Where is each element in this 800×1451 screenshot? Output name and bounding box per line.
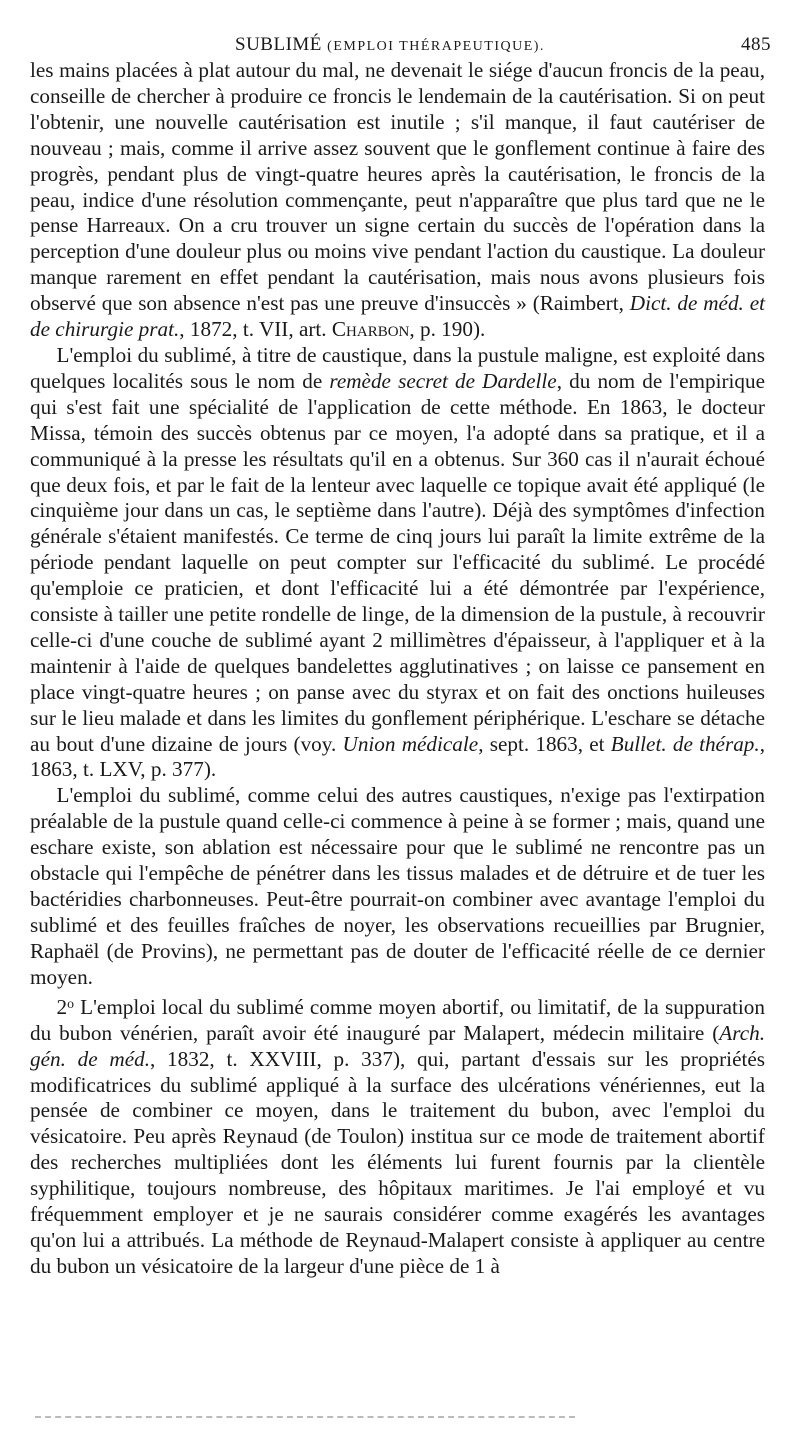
body-text	[30, 58, 765, 1280]
paragraph-1	[30, 58, 765, 343]
running-title	[235, 34, 545, 56]
paragraph-2-text-2: , du nom de l'empirique qui s'est fait une spécialité de l'application de cette méthode. En 1863, le docteur Missa, témoin des succès obtenus par ce moyen, l'a adopté dans sa pratique, et il a communiqué à la presse les résultats qu'il en a obtenus. Sur 360 cas il n'aurait échoué que deux fois, et par le fait de la lenteur avec laquelle ce topique avait été appliqué (le cinquième jour dans un cas, le septième dans l'autre). Déjà des symptômes d'infection générale s'étaient manifestés. Ce terme de cinq jours lui paraît la limite extrême de la période pendant laquelle on peut compter sur l'efficacité du sublimé. Le procédé qu'emploie ce praticien, et dont l'efficacité lui a été démontrée par l'expérience, consiste à tailler une petite rondelle de linge, de la dimension de la pustule, à recouvrir celle-ci d'une couche de sublimé ayant 2 millimètres d'épaisseur, à l'appliquer et à la maintenir à l'aide de quelques bandelettes agglutinatives ; on laisse ce pansement en place vingt-quatre heures ; on panse avec du styrax et on fait des onctions huileuses sur le lieu malade et dans les limites du gonflement périphérique. L'eschare se détache au bout d'une dizaine de jours (voy.	[30, 368, 765, 756]
paragraph-2-text-3: , sept. 1863, et	[478, 731, 611, 756]
citation-union-medicale: Union médicale	[342, 731, 479, 756]
footer-dashed-rule	[35, 1416, 575, 1418]
book-page	[30, 30, 771, 1280]
paragraph-1-text-3: , p. 190).	[409, 317, 486, 342]
citation-dict-med: Dict. de méd. et de chirurgie prat.	[30, 291, 765, 342]
paragraph-1-text-2: , 1872, t. VII, art.	[179, 317, 332, 342]
citation-arch-gen-med: Arch. gén. de méd.	[30, 1020, 765, 1071]
paragraph-2-text-4: , 1863, t. LXV, p. 377).	[30, 731, 765, 782]
citation-bullet-therap: Bullet. de thérap.	[610, 731, 760, 756]
paragraph-4	[30, 991, 765, 1280]
paragraph-2	[30, 343, 765, 783]
running-title-main: SUBLIMÉ	[235, 34, 322, 55]
paragraph-1-text: les mains placées à plat autour du mal, ne devenait le siége d'aucun froncis de la peau, conseille de chercher à produire ce froncis le lendemain de la cautérisation. Si on peut l'obtenir, une nouvelle cautérisation est inutile ; s'il manque, il faut cautériser de nouveau ; mais, comme il arrive assez souvent que le gonflement continue à faire des progrès, pendant plus de vingt-quatre heures après la cautérisation, le froncis de la peau, indice d'une résolution commençante, peut n'apparaître que plus tard que ne le pense Harreaux. On a cru trouver un signe certain du succès de l'opération dans la perception d'une douleur plus ou moins vive pendant l'action du caustique. La douleur manque rarement en effet pendant la cautérisation, mais nous avons plusieurs fois observé que son absence n'est pas une preuve d'insuccès » (Raimbert,	[30, 58, 765, 316]
running-title-subtitle: (EMPLOI THÉRAPEUTIQUE).	[327, 39, 545, 54]
remedy-name: remède secret de Dardelle	[329, 368, 557, 393]
paragraph-4-text: L'emploi local du sublimé comme moyen abortif, ou limitatif, de la suppuration du bubon vénérien, paraît avoir été inauguré par Malapert, médecin militaire (	[30, 994, 765, 1045]
section-number: 2	[56, 994, 68, 1019]
article-name-charbon: Charbon	[331, 317, 410, 342]
paragraph-4-text-2: , 1832, t. XXVIII, p. 337), qui, partant d'essais sur les propriétés modificatrices du sublimé appliqué à la surface des ulcérations vénériennes, eut la pensée de combiner ce moyen, dans le traitement du bubon, avec l'emploi du vésicatoire. Peu après Reynaud (de Toulon) institua sur ce mode de traitement abortif des recherches multipliées dont les éléments lui furent fournis par la clientèle syphilitique, toujours nombreuse, des hôpitaux maritimes. Je l'ai employé et vu fréquemment employer et je ne saurais considérer comme exagérés les avantages qu'on lui a attribués. La méthode de Reynaud-Malapert consiste à appliquer au centre du bubon un vésicatoire de la largeur d'une pièce de 1 à	[30, 1046, 766, 1278]
paragraph-3	[30, 783, 765, 990]
page-number: 485	[741, 34, 771, 55]
paragraph-3-text: L'emploi du sublimé, comme celui des autres caustiques, n'exige pas l'extirpation préalable de la pustule quand celle-ci commence à peine à se former ; mais, quand une eschare existe, son ablation est nécessaire pour que le sublimé ne rencontre pas un obstacle qui l'empêche de pénétrer dans les tissus malades et de détruire et de tuer les bactéridies charbonneuses. Peut-être pourrait-on combiner avec avantage l'emploi du sublimé et des feuilles fraîches de noyer, les observations recueillies par Brugnier, Raphaël (de Provins), ne permettant pas de douter de l'efficacité réelle de ce dernier moyen.	[30, 783, 765, 989]
running-header	[30, 30, 771, 58]
section-number-ordinal: o	[67, 995, 74, 1011]
paragraph-2-text: L'emploi du sublimé, à titre de caustique, dans la pustule maligne, est exploité dans quelques localités sous le nom de	[30, 342, 765, 393]
